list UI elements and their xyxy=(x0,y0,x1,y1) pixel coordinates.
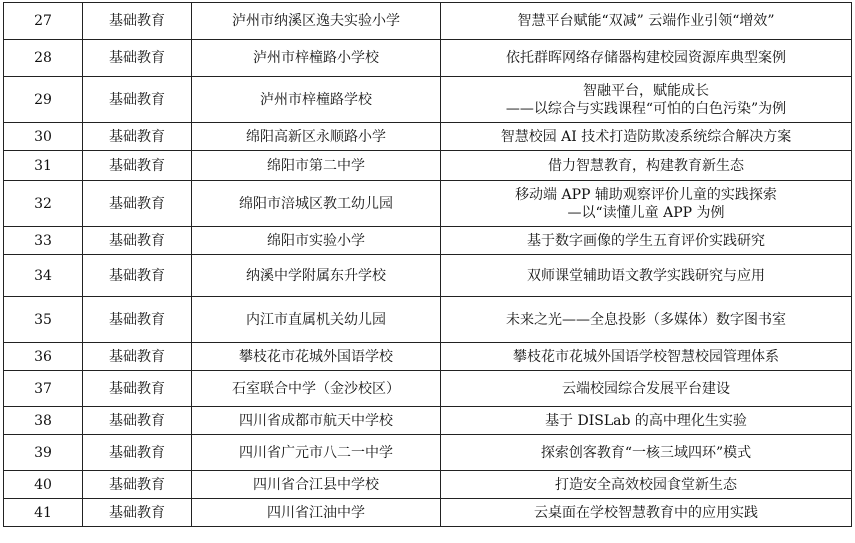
title-line: —以“读懂儿童 APP 为例 xyxy=(567,204,725,221)
title-line: 双师课堂辅助语文教学实践研究与应用 xyxy=(527,267,765,284)
category-cell: 基础教育 xyxy=(83,371,192,407)
school-cell: 绵阳市实验小学 xyxy=(192,227,441,255)
category-cell: 基础教育 xyxy=(83,40,192,77)
category-cell: 基础教育 xyxy=(83,3,192,40)
row-number: 27 xyxy=(4,3,83,40)
row-number: 41 xyxy=(4,499,83,527)
title-cell xyxy=(441,3,852,40)
title-cell xyxy=(441,123,852,151)
title-cell xyxy=(441,471,852,499)
title-cell xyxy=(441,371,852,407)
table-row xyxy=(4,407,852,435)
title-line: 打造安全高效校园食堂新生态 xyxy=(555,476,737,493)
title-cell xyxy=(441,181,852,227)
row-number: 38 xyxy=(4,407,83,435)
row-number: 39 xyxy=(4,435,83,471)
table-row xyxy=(4,40,852,77)
row-number: 28 xyxy=(4,40,83,77)
school-cell: 泸州市纳溪区逸夫实验小学 xyxy=(192,3,441,40)
title-line: 云桌面在学校智慧教育中的应用实践 xyxy=(534,504,758,521)
table-row xyxy=(4,371,852,407)
table-row xyxy=(4,123,852,151)
school-cell: 绵阳高新区永顺路小学 xyxy=(192,123,441,151)
table-row xyxy=(4,3,852,40)
category-cell: 基础教育 xyxy=(83,471,192,499)
title-line: 智慧平台赋能“双减” 云端作业引领“增效” xyxy=(517,13,775,29)
title-line: ——以综合与实践课程“可怕的白色污染”为例 xyxy=(505,100,787,117)
category-cell: 基础教育 xyxy=(83,181,192,227)
school-cell: 泸州市梓橦路学校 xyxy=(192,77,441,123)
category-cell: 基础教育 xyxy=(83,227,192,255)
title-cell xyxy=(441,343,852,371)
school-cell: 四川省广元市八二一中学 xyxy=(192,435,441,471)
title-line: 基于数字画像的学生五育评价实践研究 xyxy=(527,232,765,249)
row-number: 36 xyxy=(4,343,83,371)
row-number: 37 xyxy=(4,371,83,407)
table-body xyxy=(4,3,852,527)
title-line: 云端校园综合发展平台建设 xyxy=(562,380,730,397)
title-line: 攀枝花市花城外国语学校智慧校园管理体系 xyxy=(513,348,779,365)
row-number: 31 xyxy=(4,151,83,181)
row-number: 40 xyxy=(4,471,83,499)
table-row xyxy=(4,471,852,499)
title-cell xyxy=(441,255,852,297)
row-number: 35 xyxy=(4,297,83,343)
table-row xyxy=(4,499,852,527)
title-cell xyxy=(441,435,852,471)
title-line: 依托群晖网络存储器构建校园资源库典型案例 xyxy=(506,50,786,66)
school-cell: 攀枝花市花城外国语学校 xyxy=(192,343,441,371)
category-cell: 基础教育 xyxy=(83,435,192,471)
row-number: 32 xyxy=(4,181,83,227)
school-cell: 绵阳市涪城区教工幼儿园 xyxy=(192,181,441,227)
category-cell: 基础教育 xyxy=(83,407,192,435)
title-cell xyxy=(441,40,852,77)
category-cell: 基础教育 xyxy=(83,343,192,371)
title-cell xyxy=(441,297,852,343)
row-number: 29 xyxy=(4,77,83,123)
table-row xyxy=(4,435,852,471)
school-cell: 四川省江油中学 xyxy=(192,499,441,527)
row-number: 33 xyxy=(4,227,83,255)
title-cell xyxy=(441,151,852,181)
title-cell xyxy=(441,499,852,527)
title-line: 智融平台，赋能成长 xyxy=(583,82,709,99)
category-cell: 基础教育 xyxy=(83,77,192,123)
school-cell: 四川省合江县中学校 xyxy=(192,471,441,499)
table-row xyxy=(4,255,852,297)
category-cell: 基础教育 xyxy=(83,499,192,527)
table-row xyxy=(4,297,852,343)
school-cell: 绵阳市第二中学 xyxy=(192,151,441,181)
title-line: 探索创客教育“一核三域四环”模式 xyxy=(540,444,752,461)
project-table xyxy=(3,2,852,527)
title-line: 移动端 APP 辅助观察评价儿童的实践探索 xyxy=(515,186,777,203)
category-cell: 基础教育 xyxy=(83,123,192,151)
school-cell: 纳溪中学附属东升学校 xyxy=(192,255,441,297)
title-line: 智慧校园 AI 技术打造防欺凌系统综合解决方案 xyxy=(500,128,792,145)
category-cell: 基础教育 xyxy=(83,151,192,181)
table-row xyxy=(4,343,852,371)
table-row xyxy=(4,227,852,255)
school-cell: 石室联合中学（金沙校区） xyxy=(192,371,441,407)
school-cell: 泸州市梓橦路小学校 xyxy=(192,40,441,77)
row-number: 30 xyxy=(4,123,83,151)
title-cell xyxy=(441,77,852,123)
table-row xyxy=(4,181,852,227)
table-row xyxy=(4,151,852,181)
school-cell: 四川省成都市航天中学校 xyxy=(192,407,441,435)
category-cell: 基础教育 xyxy=(83,297,192,343)
title-cell xyxy=(441,227,852,255)
title-line: 借力智慧教育，构建教育新生态 xyxy=(548,157,744,174)
title-line: 基于 DISLab 的高中理化生实验 xyxy=(545,412,747,429)
title-line: 未来之光——全息投影（多媒体）数字图书室 xyxy=(506,311,786,328)
school-cell: 内江市直属机关幼儿园 xyxy=(192,297,441,343)
table-row xyxy=(4,77,852,123)
category-cell: 基础教育 xyxy=(83,255,192,297)
row-number: 34 xyxy=(4,255,83,297)
title-cell xyxy=(441,407,852,435)
